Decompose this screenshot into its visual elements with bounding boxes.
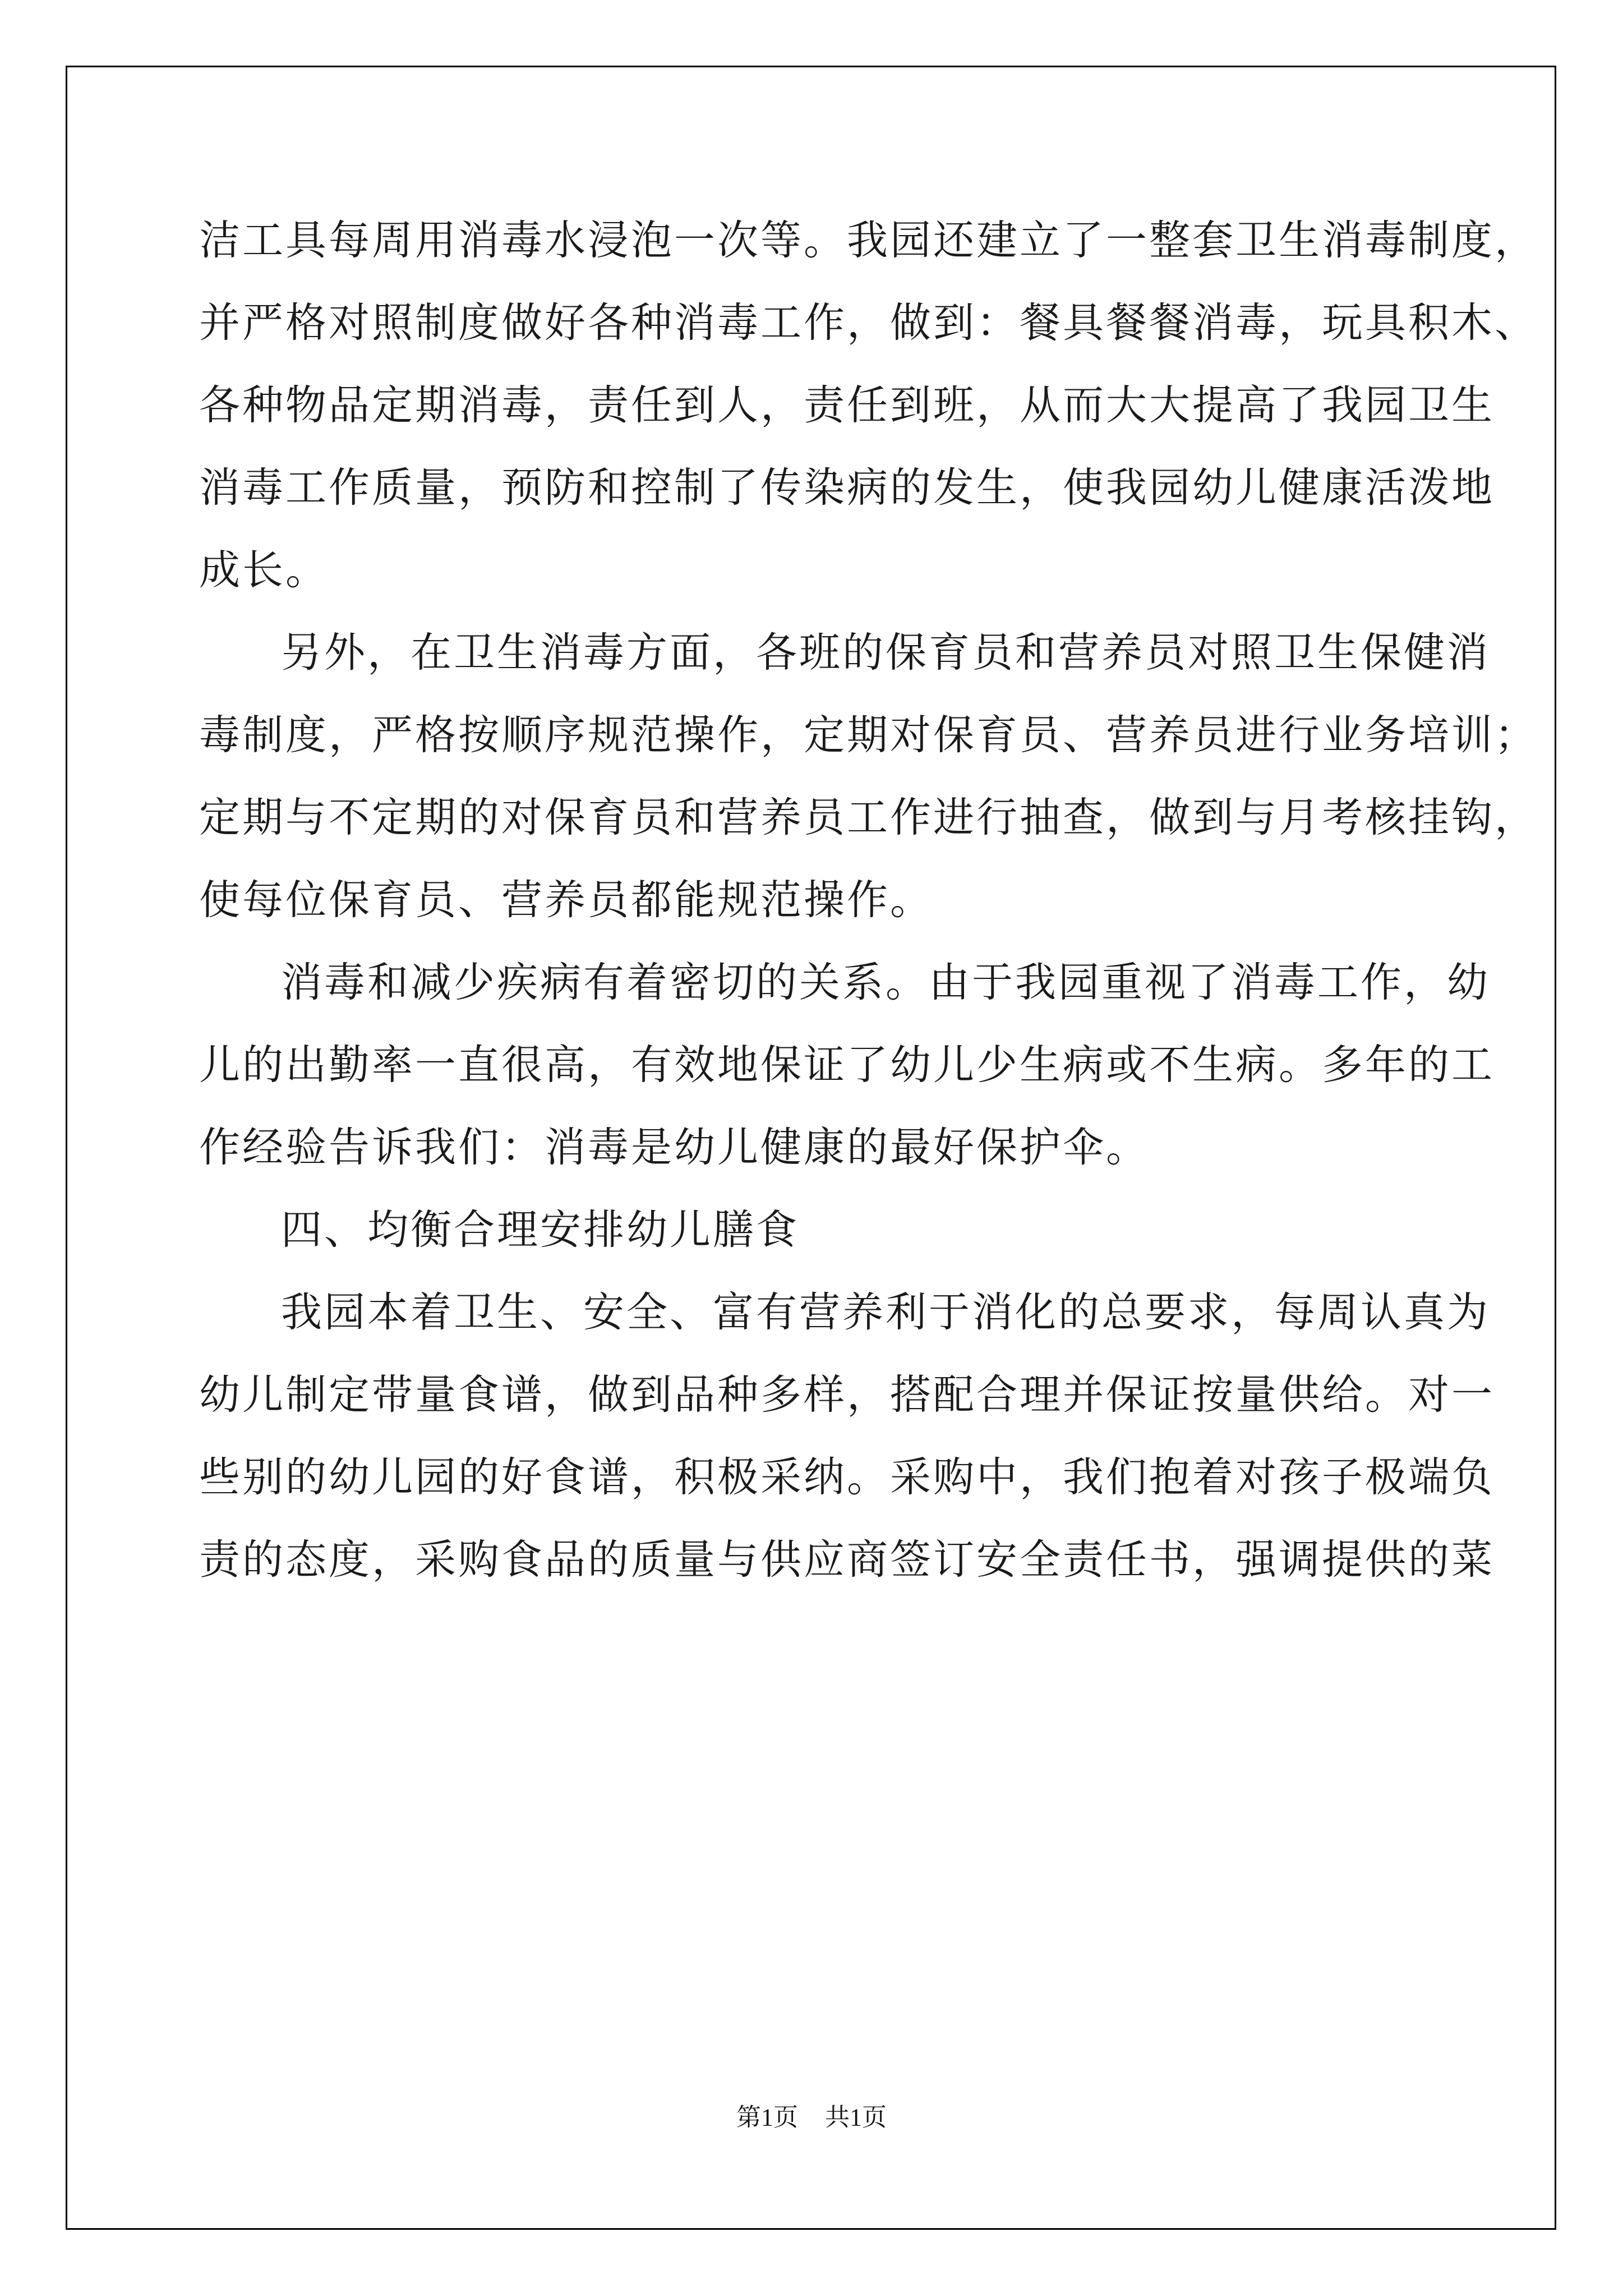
page-number: 第1页 <box>736 2104 798 2131</box>
page-total: 共1页 <box>825 2104 887 2131</box>
body-line: 各种物品定期消毒，责任到人，责任到班，从而大大提高了我园卫生 <box>199 381 1495 429</box>
body-line: 些别的幼儿园的好食谱，积极采纳。采购中，我们抱着对孩子极端负 <box>199 1453 1495 1501</box>
body-line: 定期与不定期的对保育员和营养员工作进行抽查，做到与月考核挂钩， <box>199 794 1538 841</box>
page-footer <box>0 2101 1623 2134</box>
body-line: 并严格对照制度做好各种消毒工作，做到：餐具餐餐消毒，玩具积木、 <box>199 299 1538 347</box>
body-line: 消毒工作质量，预防和控制了传染病的发生，使我园幼儿健康活泼地 <box>199 464 1495 512</box>
paragraph-start-line: 我园本着卫生、安全、富有营养利于消化的总要求，每周认真为 <box>281 1289 1490 1336</box>
body-line: 毒制度，严格按顺序规范操作，定期对保育员、营养员进行业务培训； <box>199 711 1538 759</box>
body-line: 成长。 <box>199 546 329 594</box>
paragraph-start-line: 消毒和减少疾病有着密切的关系。由于我园重视了消毒工作，幼 <box>281 959 1490 1006</box>
section-heading: 四、均衡合理安排幼儿膳食 <box>281 1206 799 1254</box>
body-line: 作经验告诉我们：消毒是幼儿健康的最好保护伞。 <box>199 1124 1149 1171</box>
body-line: 幼儿制定带量食谱，做到品种多样，搭配合理并保证按量供给。对一 <box>199 1371 1495 1419</box>
body-line: 责的态度，采购食品的质量与供应商签订安全责任书，强调提供的菜 <box>199 1536 1495 1584</box>
body-line: 使每位保育员、营养员都能规范操作。 <box>199 876 933 924</box>
body-line: 儿的出勤率一直很高，有效地保证了幼儿少生病或不生病。多年的工 <box>199 1041 1495 1089</box>
body-line: 洁工具每周用消毒水浸泡一次等。我园还建立了一整套卫生消毒制度， <box>199 217 1538 264</box>
document-body <box>199 199 1538 1601</box>
paragraph-start-line: 另外，在卫生消毒方面，各班的保育员和营养员对照卫生保健消 <box>281 629 1490 677</box>
